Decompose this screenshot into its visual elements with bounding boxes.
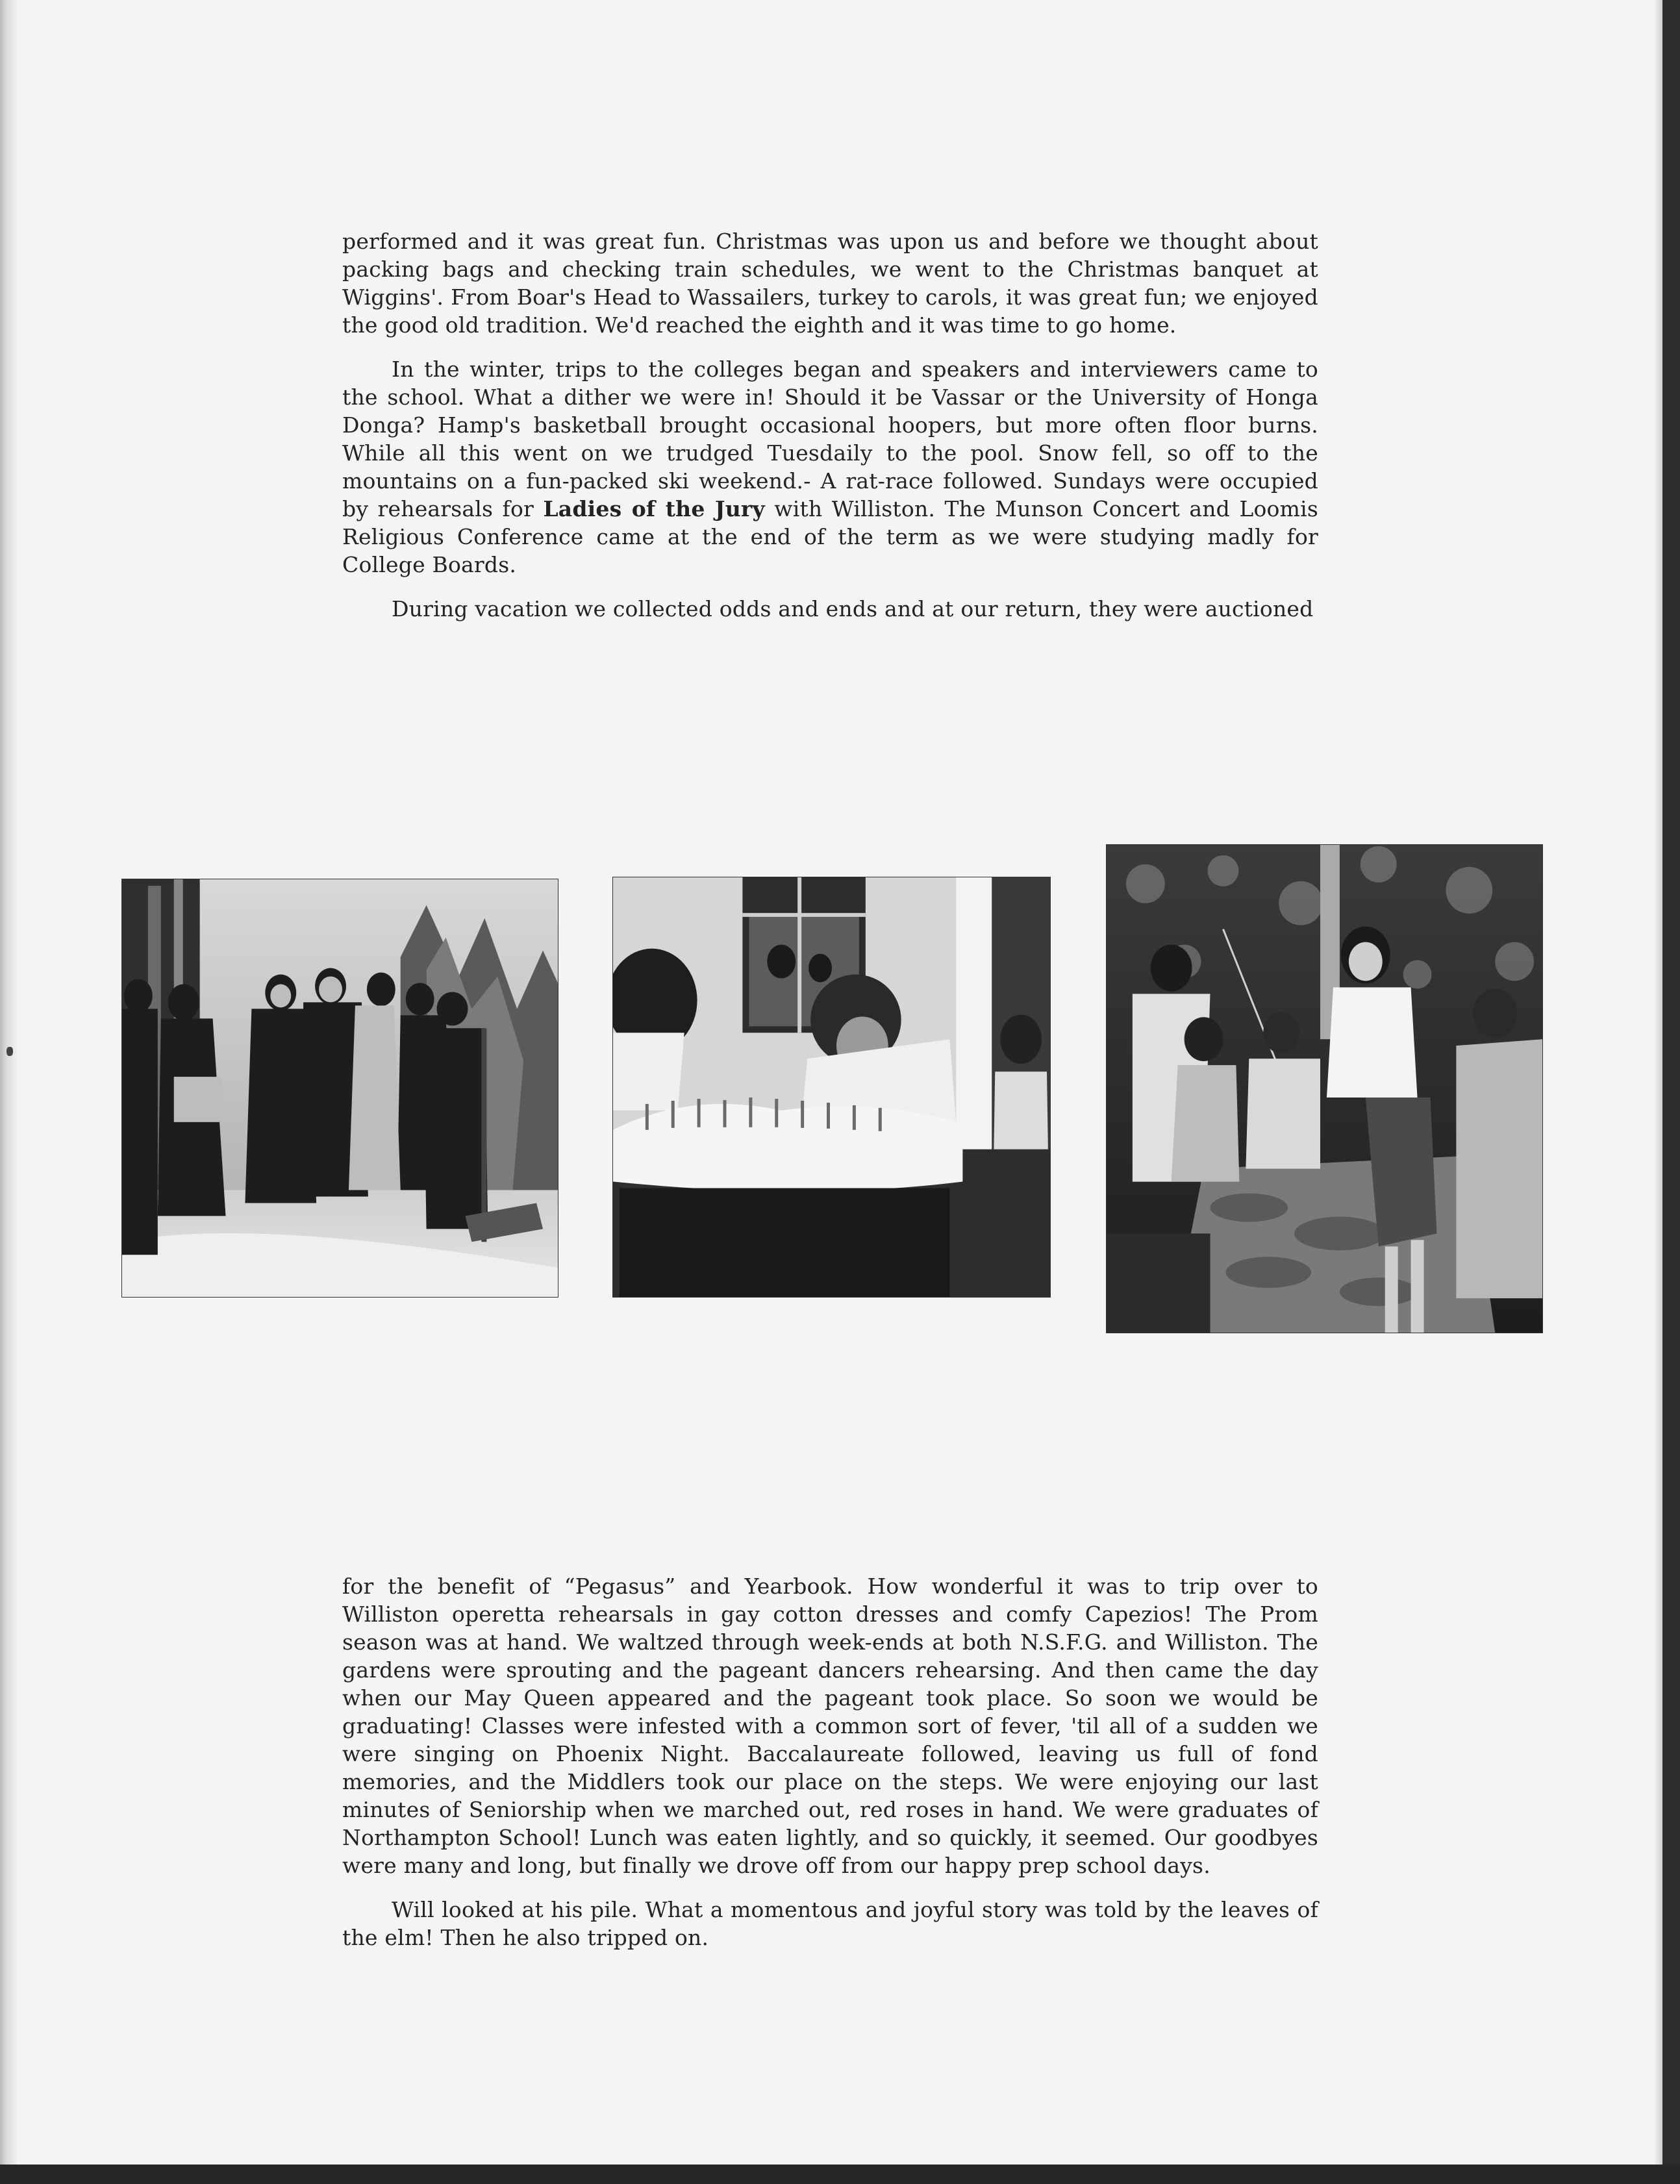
page-gutter-shadow <box>0 0 17 2184</box>
paragraph-text: During vacation we collected odds and ends and at our return, they were auctioned <box>392 596 1314 621</box>
paragraph <box>342 227 1318 339</box>
page-edge-border-bottom <box>0 2165 1680 2184</box>
paragraph <box>342 355 1318 579</box>
paragraph <box>342 1896 1318 1952</box>
photo-winter-group <box>121 879 558 1298</box>
page-edge-shadow <box>1655 0 1662 2184</box>
paragraph-text: performed and it was great fun. Christmas was upon us and before we thought about packing bags and checking train schedules, we went to the Christmas banquet at Wiggins'. From Boar's Head to Wassailers, turkey to carols, it was great fun; we enjoyed the good old tradition. We'd reached the eighth and it was time to go home. <box>342 229 1318 338</box>
photo-outdoor-picnic <box>1106 844 1543 1333</box>
text-block-top <box>342 227 1318 639</box>
text-block-bottom <box>342 1572 1318 1968</box>
photo-birthday-cake-image <box>613 877 1050 1297</box>
paragraph-text: for the benefit of “Pegasus” and Yearbook. How wonderful it was to trip over to Williston operetta rehearsals in gay cotton dresses and comfy Capezios! The Prom season was at hand. We waltzed through week-ends at both N.S.F.G. and Williston. The gardens were sprouting and the pageant dancers rehearsing. And then came the day when our May Queen appeared and the pageant took place. So soon we would be graduating! Classes were infested with a common sort of fever, 'til all of a sudden we were singing on Phoenix Night. Baccalaureate followed, leaving us full of fond memories, and the Middlers took our place on the steps. We were enjoying our last minutes of Seniorship when we marched out, red roses in hand. We were graduates of Northampton School! Lunch was eaten lightly, and so quickly, it seemed. Our goodbyes were many and long, but finally we drove off from our happy prep school days. <box>342 1574 1318 1878</box>
bold-title: Ladies of the Jury <box>543 496 765 521</box>
photo-outdoor-picnic-image <box>1107 845 1542 1333</box>
paragraph-text: In the winter, trips to the colleges began and speakers and interviewers came to the school. What a dither we were in! Should it be Vassar or the University of Honga Donga? Hamp's basketball brought occasional hoopers, but more often floor burns. While all this went on we trudged Tuesdaily to the pool. Snow fell, so off to the mountains on a fun-packed ski weekend.- A rat-race followed. Sundays were occupied by rehearsals for <box>342 357 1318 521</box>
paragraph-text: Will looked at his pile. What a momentous and joyful story was told by the leaves of the elm! Then he also tripped on. <box>342 1897 1318 1950</box>
scan-speck <box>6 1047 13 1056</box>
page-edge-border-right <box>1662 0 1680 2184</box>
paragraph <box>342 1572 1318 1879</box>
paragraph-text: with Williston. The Munson Concert and Loomis Religious Conference came at the end of the term as we were studying madly for College Boards. <box>342 496 1318 577</box>
photo-birthday-cake <box>612 877 1051 1298</box>
photo-winter-group-image <box>122 879 558 1297</box>
paragraph <box>342 595 1318 623</box>
